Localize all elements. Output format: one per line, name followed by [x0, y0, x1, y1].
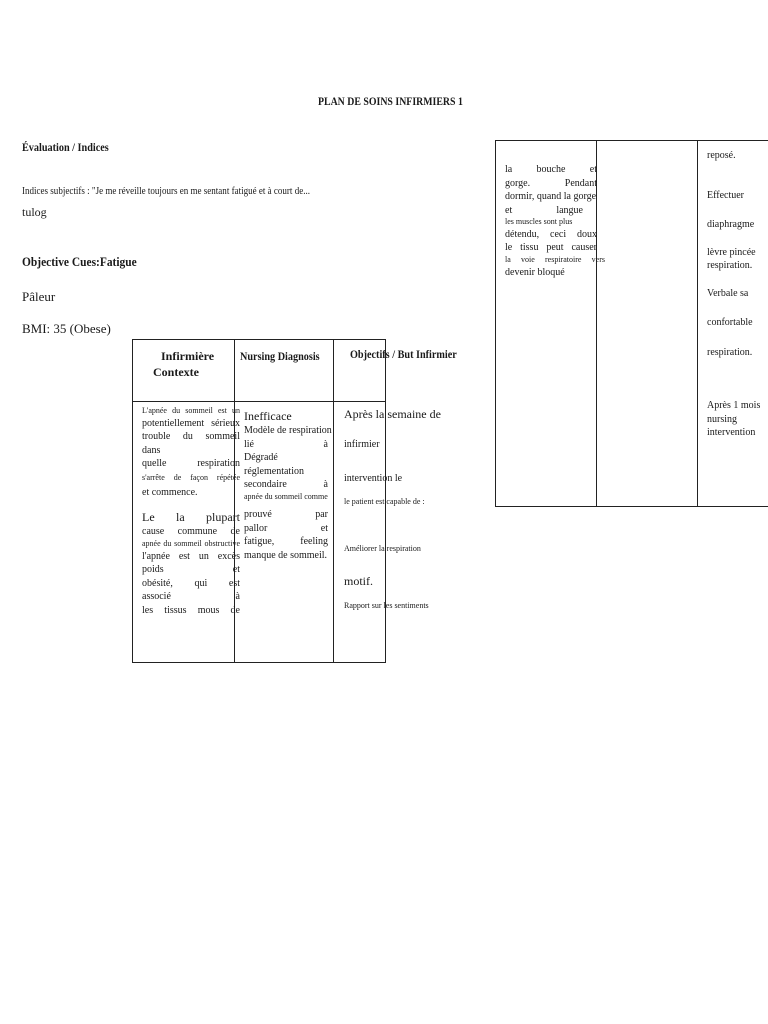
continuation-line: intervention	[707, 427, 756, 438]
objective-line: Après la semaine de	[344, 407, 441, 421]
header-context	[153, 348, 214, 380]
diagnosis-column	[244, 408, 332, 562]
table-divider	[333, 339, 334, 662]
header-context-line1: Infirmière	[161, 349, 215, 363]
continuation-line: respiration.	[707, 260, 753, 271]
continuation-line: les muscles sont plus	[505, 217, 573, 226]
table-divider	[495, 506, 768, 507]
page-title: PLAN DE SOINS INFIRMIERS 1	[318, 94, 463, 108]
continuation-line: Verbale sa	[707, 287, 749, 299]
table-divider	[495, 140, 768, 141]
header-objectives: Objectifs / But Infirmier	[350, 347, 457, 361]
objective-line: infirmier	[344, 439, 380, 451]
context-line: trouble du sommeil dans	[142, 431, 240, 456]
diagnosis-line: secondaire à	[244, 479, 328, 491]
objective-line: motif.	[344, 573, 373, 588]
context-line: apnée du sommeil obstructive	[142, 538, 240, 548]
continuation-line: reposé.	[707, 150, 736, 161]
context-line: obésité, qui est	[142, 577, 240, 589]
continuation-column-3	[707, 149, 768, 440]
context-line: les tissus mous de	[142, 604, 240, 616]
objective-line: le patient est capable de :	[344, 497, 425, 507]
context-line: s'arrête de façon répétée	[142, 472, 240, 482]
continuation-line: le tissu peut causer	[505, 242, 597, 254]
objective-line: Rapport sur les sentiments	[344, 600, 429, 610]
continuation-line: la voie respiratoire vers	[505, 254, 605, 264]
continuation-line: dormir, quand la gorge	[505, 191, 597, 202]
continuation-line: nursing	[707, 413, 737, 425]
continuation-column-1	[505, 163, 605, 279]
header-context-line2: Contexte	[153, 365, 199, 380]
context-line: poids et	[142, 564, 240, 576]
objective-line: intervention le	[344, 472, 403, 484]
header-diagnosis: Nursing Diagnosis	[240, 349, 320, 363]
diagnosis-line: prouvé par	[244, 509, 328, 521]
table-divider	[697, 140, 698, 507]
context-line: Le la plupart	[142, 510, 240, 525]
context-line: quelle respiration	[142, 458, 240, 470]
diagnosis-line: pallor et	[244, 522, 328, 534]
diagnosis-line: apnée du sommeil comme	[244, 491, 328, 501]
objective-heading: Objective Cues:Fatigue	[22, 254, 137, 269]
continuation-line: respiration.	[707, 346, 753, 358]
objectives-column	[344, 406, 444, 612]
table-divider	[132, 401, 385, 402]
diagnosis-line: Modèle de respiration	[244, 425, 332, 437]
continuation-line: diaphragme	[707, 219, 755, 230]
evaluation-heading: Évaluation / Indices	[22, 140, 109, 154]
diagnosis-line: Inefficace	[244, 409, 292, 423]
continuation-line: Après 1 mois	[707, 400, 761, 411]
pallor-cue: Pâleur	[22, 289, 56, 304]
continuation-line: lèvre pincée	[707, 246, 756, 258]
context-line: associé à	[142, 591, 240, 603]
context-line: cause commune de	[142, 526, 240, 538]
subjective-cues-continued: tulog	[22, 205, 47, 219]
diagnosis-line: Dégradé	[244, 452, 278, 464]
context-line: l'apnée est un excès	[142, 550, 240, 562]
diagnosis-line: lié à	[244, 438, 328, 450]
continuation-line: Effectuer	[707, 189, 745, 201]
context-column	[142, 406, 240, 617]
continuation-line: la bouche et	[505, 164, 597, 175]
continuation-line: détendu, ceci doux	[505, 228, 597, 240]
table-divider	[495, 140, 496, 507]
continuation-line: devenir bloqué	[505, 266, 565, 278]
diagnosis-line: fatigue, feeling	[244, 536, 328, 548]
context-line: L'apnée du sommeil est un	[142, 406, 240, 415]
continuation-line: confortable	[707, 317, 753, 328]
subjective-cues: Indices subjectifs : "Je me réveille toujours en me sentant fatigué et à court de...	[22, 185, 310, 197]
continuation-line: et langue	[505, 204, 583, 216]
diagnosis-line: manque de sommeil.	[244, 549, 328, 561]
objective-line: Améliorer la respiration	[344, 543, 421, 553]
continuation-line: gorge. Pendant	[505, 177, 597, 189]
diagnosis-line: réglementation	[244, 465, 304, 477]
context-line: potentiellement sérieux	[142, 417, 240, 429]
context-line: et commence.	[142, 486, 198, 498]
bmi-cue: BMI: 35 (Obese)	[22, 321, 111, 336]
